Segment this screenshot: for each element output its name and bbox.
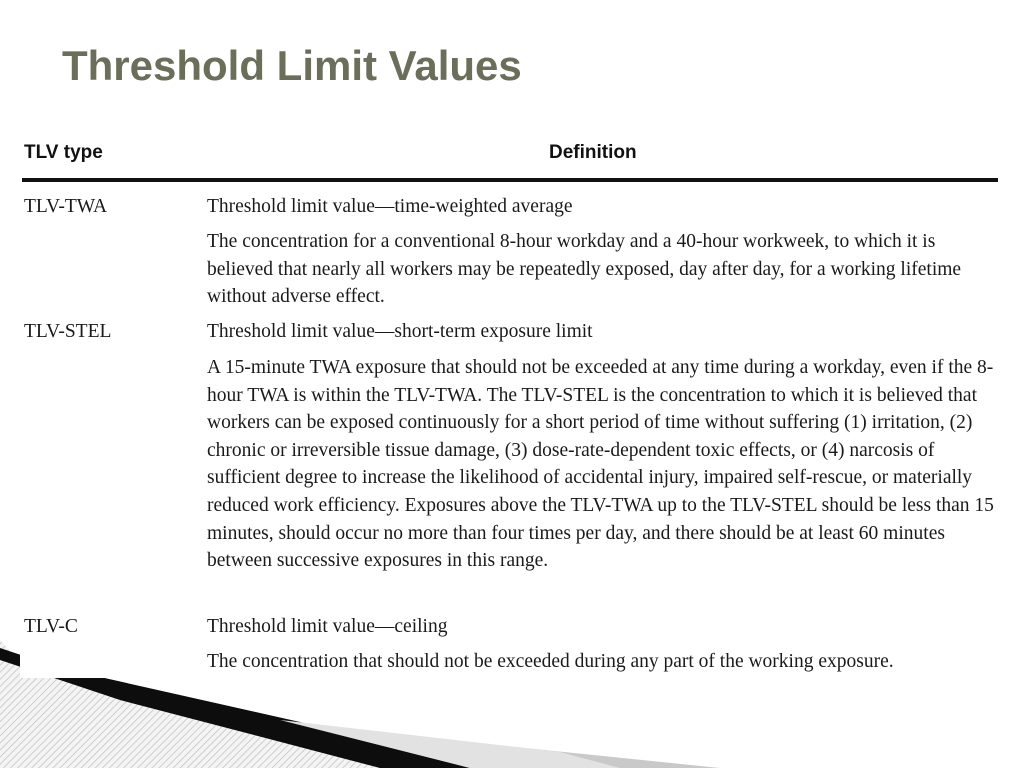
header-rule: [22, 178, 998, 182]
tlv-definition-cell: A 15-minute TWA exposure that should not be exceeded at any time during a workday, even if the 8-hour TWA is within the TLV-TWA. The TLV-STEL is the concentration to which it is believed that workers can be exposed continuously for a short period of time without suffering (1) irritation, (2) chronic or irreversible tissue damage, (3) dose-rate-dependent toxic effects, or (4) narcosis of sufficient degree to increase the likelihood of accidental injury, impaired self-rescue, or materially reduced work efficiency. Exposures above the TLV-TWA up to the TLV-STEL should be less than 15 minutes, should occur no more than four times per day, and there should be at least 60 minutes between successive exposures in this range.: [207, 357, 994, 572]
column-header-definition: Definition: [549, 142, 637, 163]
tlv-type-cell: TLV-STEL: [24, 321, 112, 342]
column-header-tlv-type: TLV type: [24, 142, 103, 163]
tlv-name-cell: Threshold limit value—short-term exposure limit: [207, 321, 593, 342]
tlv-table: [20, 132, 1000, 678]
tlv-name-cell: Threshold limit value—time-weighted average: [207, 196, 573, 217]
tlv-definition-cell: The concentration that should not be exceeded during any part of the working exposure.: [207, 651, 894, 672]
tlv-name-cell: Threshold limit value—ceiling: [207, 616, 448, 637]
slide-title: Threshold Limit Values: [62, 42, 522, 89]
tlv-type-cell: TLV-C: [24, 616, 78, 637]
tlv-definition-cell: The concentration for a conventional 8-hour workday and a 40-hour workweek, to which it is believed that nearly all workers may be repeatedly exposed, day after day, for a working lifetime without adverse effect.: [207, 231, 962, 308]
tlv-type-cell: TLV-TWA: [24, 196, 108, 217]
